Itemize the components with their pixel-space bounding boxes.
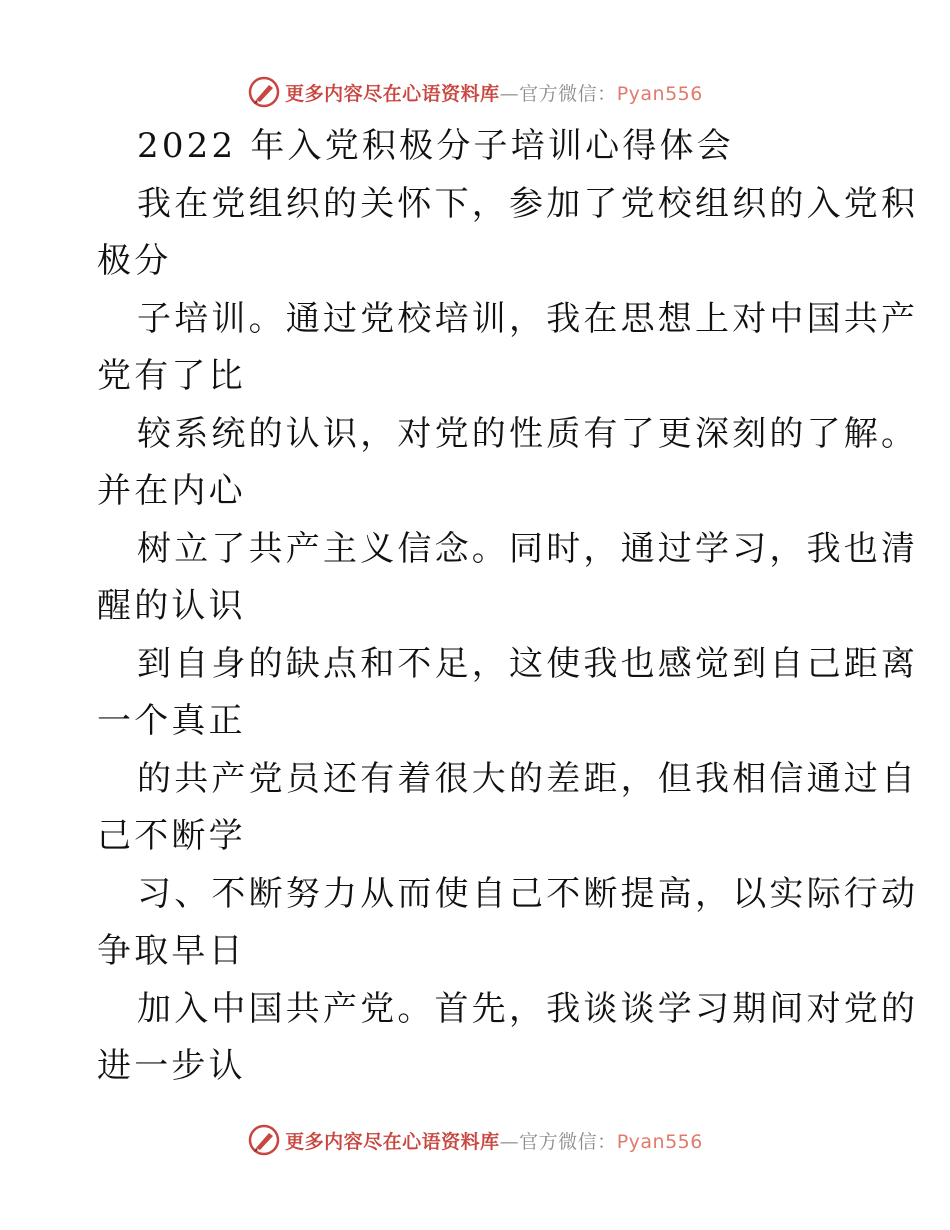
header-wechat-id: Pyan556: [616, 82, 703, 105]
text-line: 的共产党员还有着很大的差距，但我相信通过自: [137, 758, 919, 799]
header-separator: —: [499, 82, 520, 105]
text-line: 党有了比: [97, 356, 246, 396]
footer-wechat-label: 官方微信：: [519, 1130, 617, 1153]
text-line: 己不断学: [97, 816, 246, 856]
header-banner: [0, 70, 950, 114]
document-body: [97, 118, 919, 1096]
text-line: 一个真正: [97, 701, 246, 741]
text-line: 较系统的认识，对党的性质有了更深刻的了解。: [137, 413, 919, 454]
text-line: 醒的认识: [97, 586, 246, 626]
footer-separator: —: [499, 1130, 520, 1153]
text-line: 并在内心: [97, 471, 246, 511]
header-text: [285, 79, 703, 106]
text-line: 进一步认: [97, 1046, 246, 1086]
text-line: 加入中国共产党。首先，我谈谈学习期间对党的: [137, 988, 919, 1029]
footer-wechat-id: Pyan556: [616, 1130, 703, 1153]
text-line: 树立了共产主义信念。同时，通过学习，我也清: [137, 528, 919, 569]
pen-logo-icon: [247, 75, 281, 109]
document-title: 2022 年入党积极分子培训心得体会: [137, 126, 734, 166]
footer-brand: 更多内容尽在心语资料库: [285, 1130, 500, 1153]
text-line: 极分: [97, 241, 172, 281]
footer-banner: [0, 1118, 950, 1162]
text-line: 到自身的缺点和不足，这使我也感觉到自己距离: [137, 643, 919, 684]
text-line: 子培训。通过党校培训，我在思想上对中国共产: [137, 298, 919, 339]
header-wechat-label: 官方微信：: [519, 82, 617, 105]
text-line: 我在党组织的关怀下，参加了党校组织的入党积: [137, 183, 919, 224]
pen-logo-icon: [247, 1123, 281, 1157]
text-line: 争取早日: [97, 931, 246, 971]
footer-text: [285, 1127, 703, 1154]
text-line: 习、不断努力从而使自己不断提高，以实际行动: [137, 873, 919, 914]
header-brand: 更多内容尽在心语资料库: [285, 82, 500, 105]
